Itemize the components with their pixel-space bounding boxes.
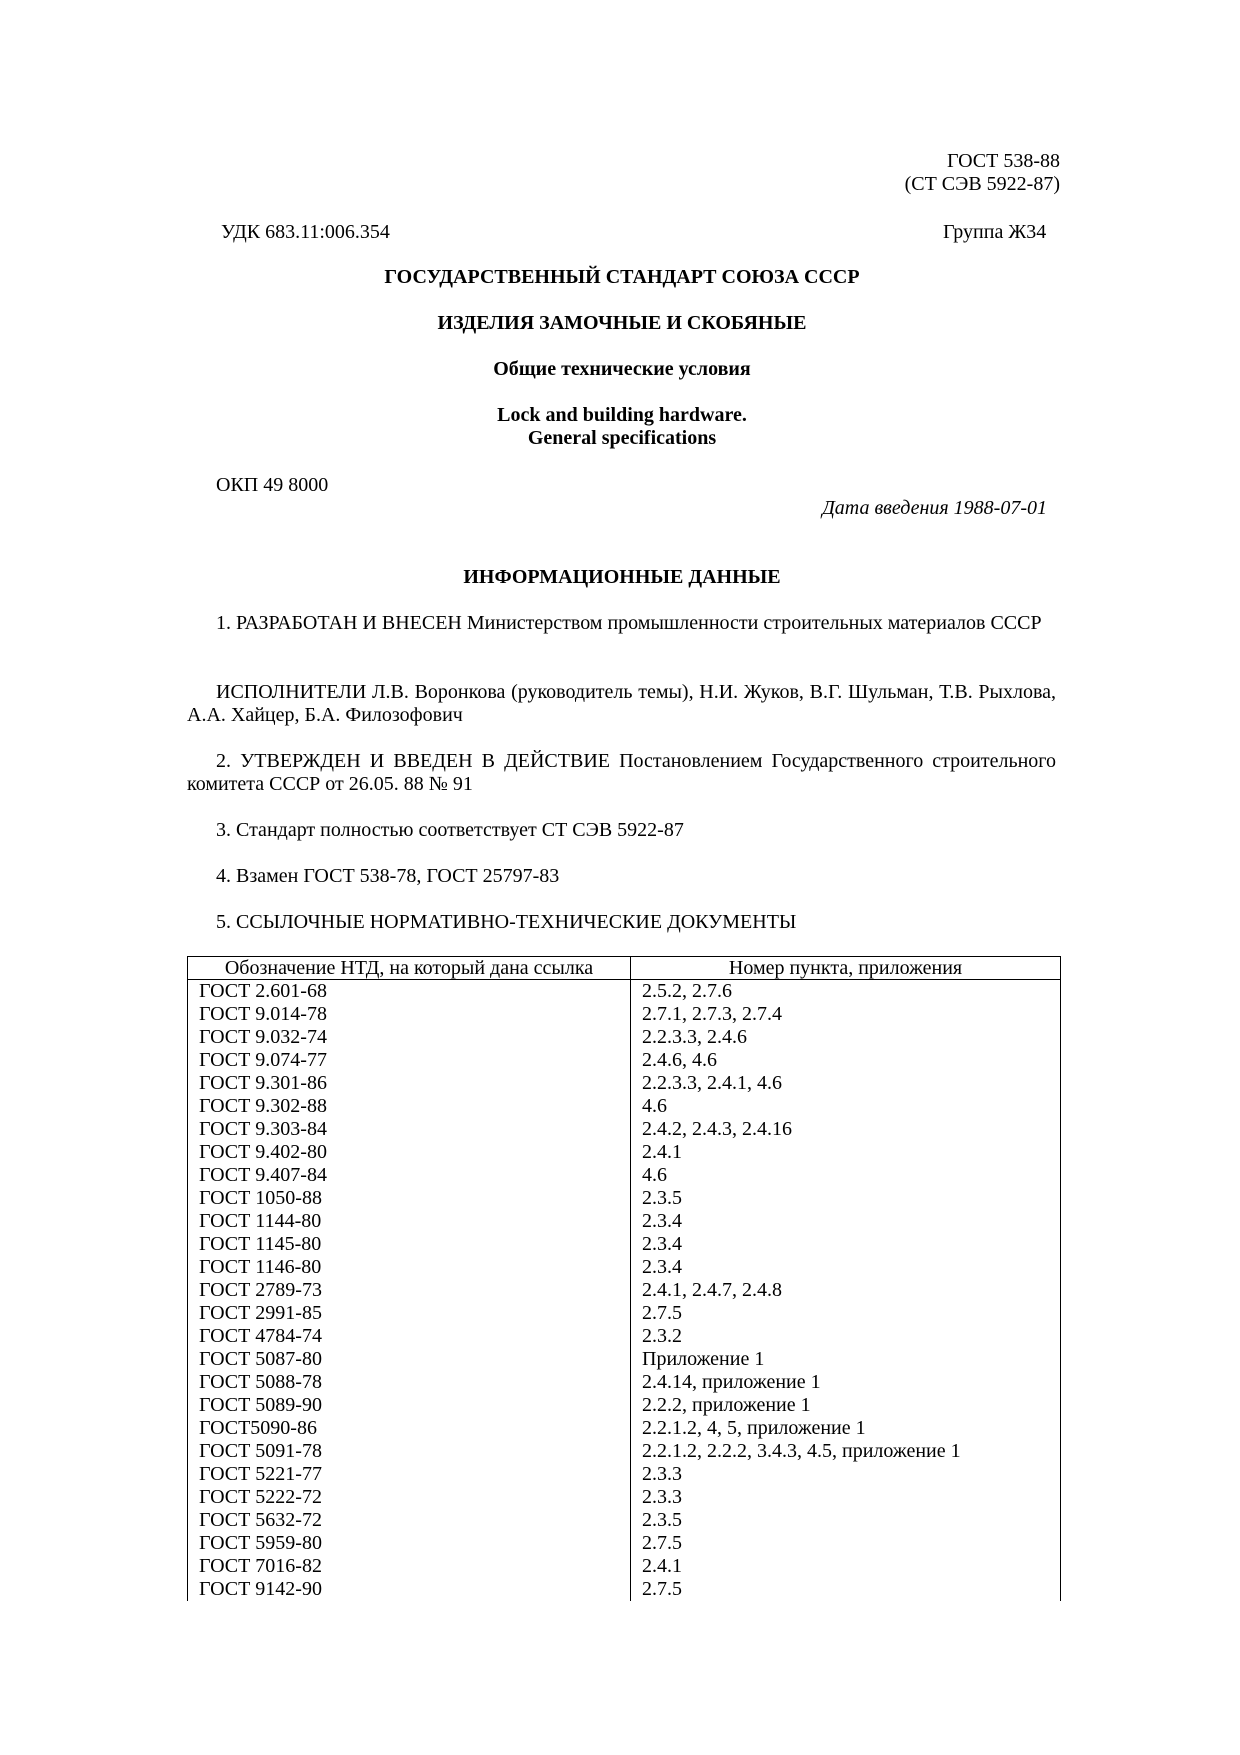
info-paragraph-4: 4. Взамен ГОСТ 538-78, ГОСТ 25797-83	[216, 865, 560, 887]
info-executors: ИСПОЛНИТЕЛИ Л.В. Воронкова (руководитель темы), Н.И. Жуков, В.Г. Шульман, Т.В. Рыхлова, А.А. Хайцер, Б.А. Филозофович	[187, 681, 1056, 726]
table-cell-clause: 2.3.4	[631, 1210, 1061, 1233]
table-cell-designation: ГОСТ 5089-90	[188, 1394, 631, 1417]
table-cell-clause: 2.2.1.2, 4, 5, приложение 1	[631, 1417, 1061, 1440]
table-row	[188, 1187, 1061, 1210]
table-row	[188, 1532, 1061, 1555]
table-row	[188, 1302, 1061, 1325]
okp-code: ОКП 49 8000	[216, 474, 329, 496]
table-row	[188, 1394, 1061, 1417]
info-heading: ИНФОРМАЦИОННЫЕ ДАННЫЕ	[463, 566, 781, 588]
table-cell-designation: ГОСТ 5221-77	[188, 1463, 631, 1486]
table-cell-designation: ГОСТ 9.407-84	[188, 1164, 631, 1187]
table-row	[188, 1279, 1061, 1302]
info-paragraph-3: 3. Стандарт полностью соответствует СТ СЭВ 5922-87	[216, 819, 684, 841]
table-cell-designation: ГОСТ 1145-80	[188, 1233, 631, 1256]
table-cell-designation: ГОСТ 9.074-77	[188, 1049, 631, 1072]
table-cell-designation: ГОСТ 9.301-86	[188, 1072, 631, 1095]
document-code-block	[905, 150, 1060, 196]
table-cell-clause: 2.4.6, 4.6	[631, 1049, 1061, 1072]
table-cell-designation: ГОСТ 1144-80	[188, 1210, 631, 1233]
table-cell-clause: 2.4.1, 2.4.7, 2.4.8	[631, 1279, 1061, 1302]
table-cell-designation: ГОСТ 2.601-68	[188, 980, 631, 1004]
table-row	[188, 1141, 1061, 1164]
reference-documents-table	[187, 956, 1061, 1601]
table-cell-designation: ГОСТ 5632-72	[188, 1509, 631, 1532]
gost-number: ГОСТ 538-88	[947, 150, 1060, 172]
table-cell-clause: Приложение 1	[631, 1348, 1061, 1371]
table-cell-designation: ГОСТ5090-86	[188, 1417, 631, 1440]
sev-number: (СТ СЭВ 5922-87)	[904, 173, 1060, 195]
table-row	[188, 1348, 1061, 1371]
table-header-row	[188, 957, 1061, 980]
table-row	[188, 1164, 1061, 1187]
table-row	[188, 980, 1061, 1004]
table-cell-clause: 4.6	[631, 1164, 1061, 1187]
table-header-clause: Номер пункта, приложения	[631, 957, 1061, 980]
table-cell-clause: 2.3.2	[631, 1325, 1061, 1348]
table-row	[188, 1256, 1061, 1279]
group-code: Группа Ж34	[943, 221, 1047, 243]
table-cell-designation: ГОСТ 5091-78	[188, 1440, 631, 1463]
table-row	[188, 1095, 1061, 1118]
table-row	[188, 1210, 1061, 1233]
introduction-date: Дата введения 1988-07-01	[822, 497, 1047, 519]
state-standard-title: ГОСУДАРСТВЕННЫЙ СТАНДАРТ СОЮЗА СССР	[384, 266, 860, 288]
table-row	[188, 1463, 1061, 1486]
table-cell-clause: 2.2.3.3, 2.4.1, 4.6	[631, 1072, 1061, 1095]
product-title: ИЗДЕЛИЯ ЗАМОЧНЫЕ И СКОБЯНЫЕ	[437, 312, 807, 334]
table-cell-clause: 2.4.1	[631, 1141, 1061, 1164]
table-cell-designation: ГОСТ 5959-80	[188, 1532, 631, 1555]
table-cell-designation: ГОСТ 4784-74	[188, 1325, 631, 1348]
table-cell-clause: 2.3.3	[631, 1486, 1061, 1509]
table-cell-designation: ГОСТ 9.014-78	[188, 1003, 631, 1026]
table-cell-designation: ГОСТ 9.302-88	[188, 1095, 631, 1118]
table-cell-clause: 2.3.4	[631, 1233, 1061, 1256]
table-cell-designation: ГОСТ 5088-78	[188, 1371, 631, 1394]
udk-code: УДК 683.11:006.354	[221, 221, 390, 243]
table-cell-designation: ГОСТ 2991-85	[188, 1302, 631, 1325]
table-cell-clause: 2.5.2, 2.7.6	[631, 980, 1061, 1004]
table-row	[188, 1555, 1061, 1578]
table-cell-clause: 2.3.5	[631, 1187, 1061, 1210]
table-cell-designation: ГОСТ 2789-73	[188, 1279, 631, 1302]
table-body	[188, 980, 1061, 1602]
product-title-en: Lock and building hardware.	[497, 404, 747, 426]
table-cell-clause: 2.2.2, приложение 1	[631, 1394, 1061, 1417]
table-row	[188, 1233, 1061, 1256]
table-cell-clause: 2.7.5	[631, 1578, 1061, 1601]
table-row	[188, 1325, 1061, 1348]
table-cell-clause: 2.4.2, 2.4.3, 2.4.16	[631, 1118, 1061, 1141]
table-cell-clause: 2.2.3.3, 2.4.6	[631, 1026, 1061, 1049]
info-paragraph-2: 2. УТВЕРЖДЕН И ВВЕДЕН В ДЕЙСТВИЕ Постановлением Государственного строительного комитета СССР от 26.05. 88 № 91	[187, 750, 1056, 795]
table-header-designation: Обозначение НТД, на который дана ссылка	[188, 957, 631, 980]
table-cell-clause: 2.7.1, 2.7.3, 2.7.4	[631, 1003, 1061, 1026]
table-cell-clause: 2.3.3	[631, 1463, 1061, 1486]
table-cell-designation: ГОСТ 5222-72	[188, 1486, 631, 1509]
table-row	[188, 1003, 1061, 1026]
english-title	[187, 404, 1057, 450]
info-paragraph-1: 1. РАЗРАБОТАН И ВНЕСЕН Министерством промышленности строительных материалов СССР	[216, 612, 1042, 634]
table-cell-designation: ГОСТ 5087-80	[188, 1348, 631, 1371]
table-row	[188, 1486, 1061, 1509]
table-row	[188, 1118, 1061, 1141]
table-cell-designation: ГОСТ 7016-82	[188, 1555, 631, 1578]
table-row	[188, 1509, 1061, 1532]
table-cell-clause: 2.3.4	[631, 1256, 1061, 1279]
table-row	[188, 1026, 1061, 1049]
table-cell-designation: ГОСТ 9142-90	[188, 1578, 631, 1601]
table-row	[188, 1072, 1061, 1095]
table-cell-designation: ГОСТ 9.032-74	[188, 1026, 631, 1049]
table-row	[188, 1578, 1061, 1601]
table-cell-clause: 2.4.14, приложение 1	[631, 1371, 1061, 1394]
table-row	[188, 1049, 1061, 1072]
table-cell-clause: 2.3.5	[631, 1509, 1061, 1532]
table-cell-designation: ГОСТ 9.303-84	[188, 1118, 631, 1141]
table-row	[188, 1417, 1061, 1440]
table-cell-designation: ГОСТ 1050-88	[188, 1187, 631, 1210]
table-cell-designation: ГОСТ 9.402-80	[188, 1141, 631, 1164]
subtitle-ru: Общие технические условия	[493, 358, 751, 380]
table-cell-clause: 2.2.1.2, 2.2.2, 3.4.3, 4.5, приложение 1	[631, 1440, 1061, 1463]
subtitle-en: General specifications	[527, 427, 717, 449]
table-row	[188, 1440, 1061, 1463]
table-cell-designation: ГОСТ 1146-80	[188, 1256, 631, 1279]
table-cell-clause: 2.4.1	[631, 1555, 1061, 1578]
table-cell-clause: 2.7.5	[631, 1302, 1061, 1325]
info-paragraph-5: 5. ССЫЛОЧНЫЕ НОРМАТИВНО-ТЕХНИЧЕСКИЕ ДОКУМЕНТЫ	[216, 911, 797, 933]
table-cell-clause: 4.6	[631, 1095, 1061, 1118]
table-row	[188, 1371, 1061, 1394]
table-cell-clause: 2.7.5	[631, 1532, 1061, 1555]
